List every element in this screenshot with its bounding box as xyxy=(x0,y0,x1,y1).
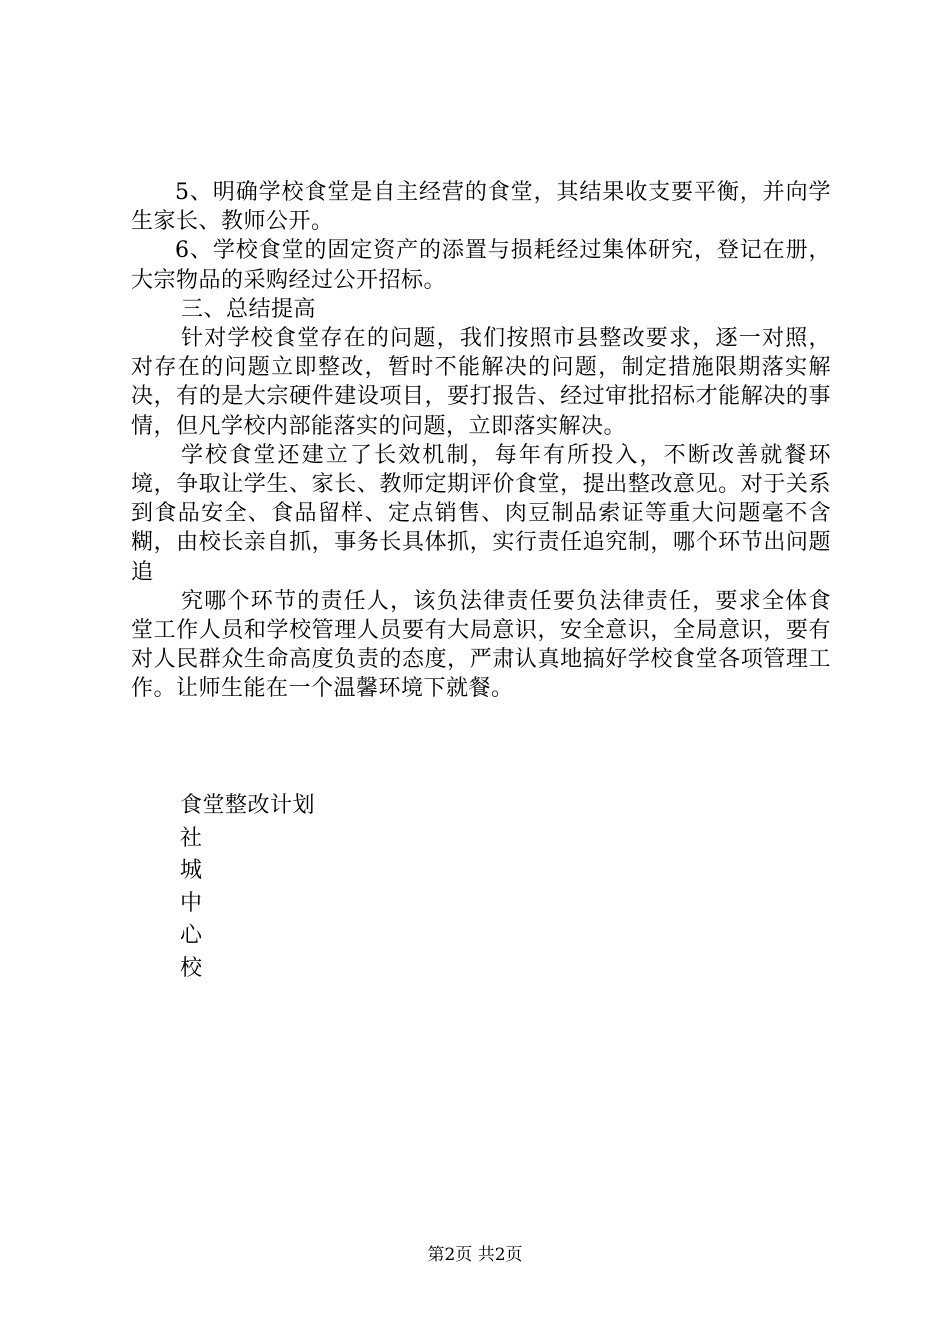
paragraph-item-5: 5、明确学校食堂是自主经营的食堂，其结果收支要平衡，并向学生家长、教师公开。 xyxy=(131,180,831,235)
signature-org-char: 城 xyxy=(180,858,203,883)
signature-org-char: 校 xyxy=(180,955,203,981)
paragraph-mechanism: 学校食堂还建立了长效机制，每年有所投入，不断改善就餐环境，争取让学生、家长、教师定期评价食堂，提出整改意见。对于关系到食品安全、食品留样、定点销售、肉豆制品索证等重大问题毫不含糊，由校长亲自抓，事务长具体抓，实行责任追究制，哪个环节出问题追 xyxy=(131,442,831,585)
signature-org-char: 社 xyxy=(180,825,203,851)
paragraph-item-6: 6、学校食堂的固定资产的添置与损耗经过集体研究，登记在册，大宗物品的采购经过公开招标。 xyxy=(131,238,831,293)
page-footer xyxy=(0,1244,950,1266)
document-body xyxy=(131,178,831,704)
section-heading-summary: 三、总结提高 xyxy=(181,296,317,322)
signature-org-char: 心 xyxy=(180,923,203,948)
signature-title: 食堂整改计划 xyxy=(180,793,316,818)
paragraph-summary: 针对学校食堂存在的问题，我们按照市县整改要求，逐一对照，对存在的问题立即整改，暂时不能解决的问题，制定措施限期落实解决，有的是大宗硬件建设项目，要打报告、经过审批招标才能解决的事情，但凡学校内部能落实的问题，立即落实解决。 xyxy=(131,326,831,439)
page-number-label: 第2页 共2页 xyxy=(427,1245,523,1265)
paragraph-responsibility: 究哪个环节的责任人，该负法律责任要负法律责任，要求全体食堂工作人员和学校管理人员要有大局意识，安全意识，全局意识，要有对人民群众生命高度负责的态度，严肃认真地搞好学校食堂各项管理工作。让师生能在一个温馨环境下就餐。 xyxy=(131,588,831,702)
signature-block xyxy=(180,790,315,985)
signature-org-char: 中 xyxy=(180,890,203,916)
